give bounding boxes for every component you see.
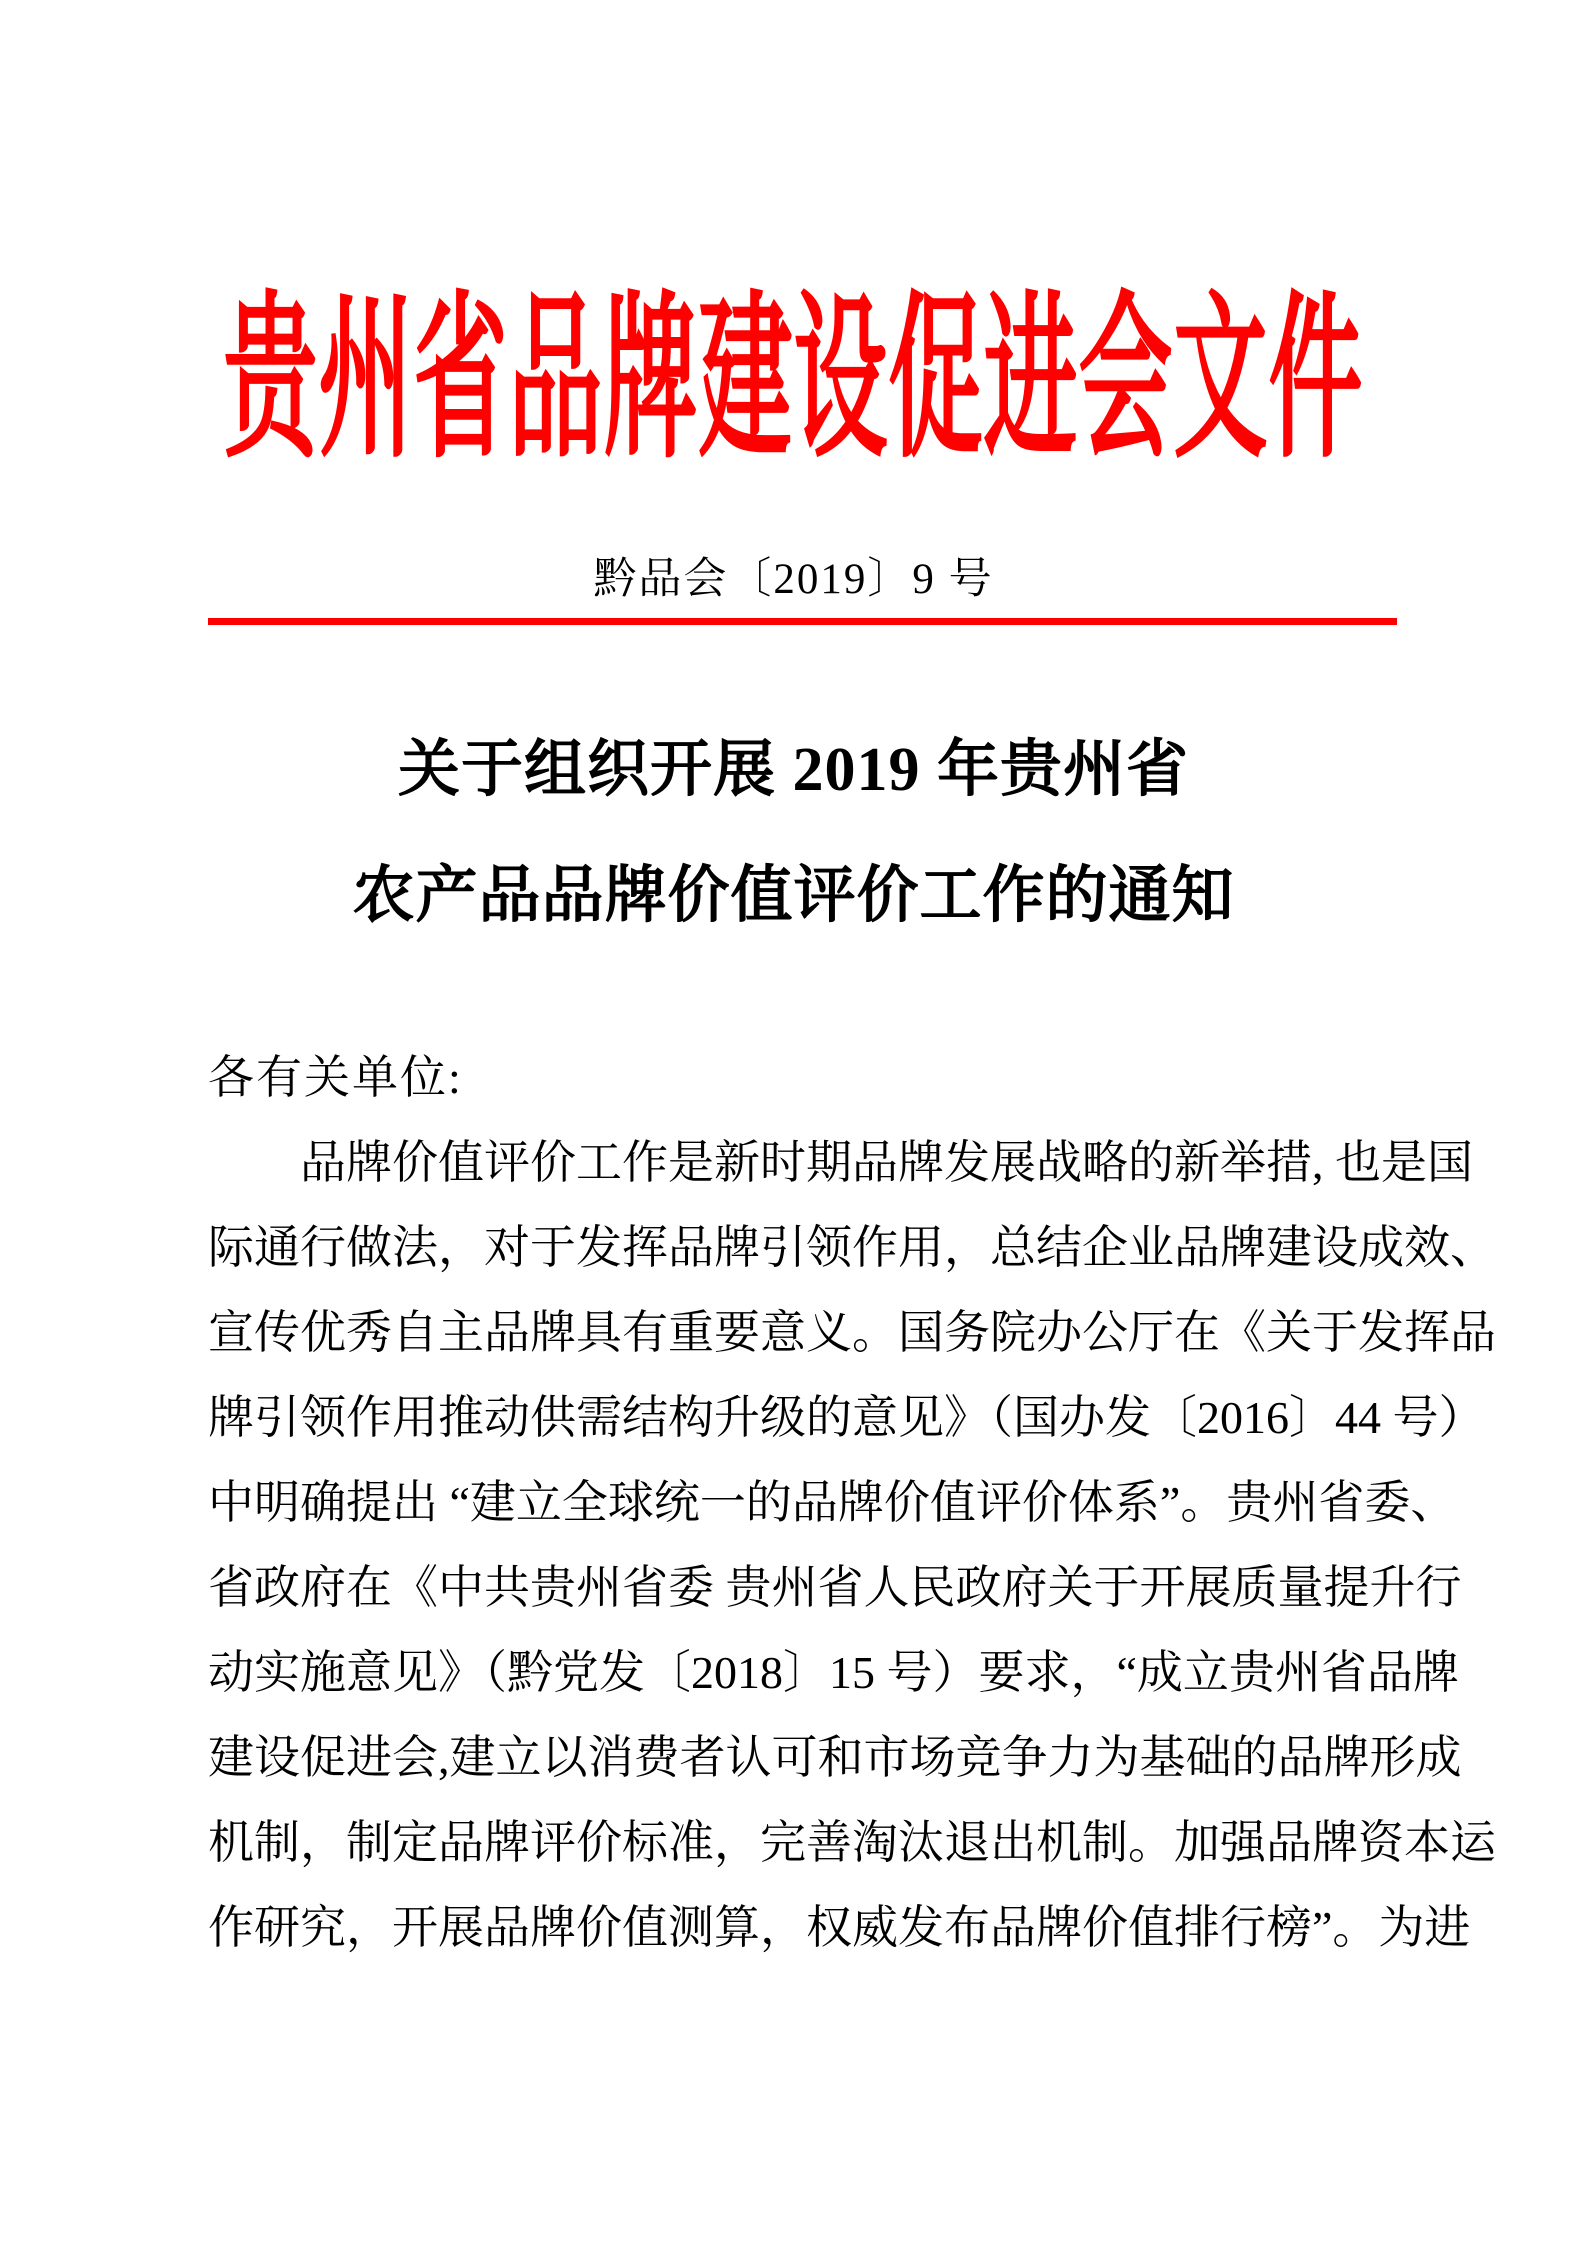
salutation: 各有关单位: [208,1052,463,1103]
body-text-line: 作研究，开展品牌价值测算，权威发布品牌价值排行榜”。为进 [208,1902,1471,1953]
document-title [0,707,1587,959]
document-title-line2: 农产品品牌价值评价工作的通知 [352,862,1235,930]
body-text-line: 际通行做法，对于发挥品牌引领作用，总结企业品牌建设成效、 [208,1222,1496,1273]
red-separator-rule [208,618,1397,625]
body-text-line: 建设促进会,建立以消费者认可和市场竞争力为基础的品牌形成 [208,1732,1462,1783]
body-paragraph [208,1120,1496,1970]
body-text-line: 宣传优秀自主品牌具有重要意义。国务院办公厅在《关于发挥品 [208,1307,1496,1358]
body-text-line: 省政府在《中共贵州省委 贵州省人民政府关于开展质量提升行 [208,1562,1462,1613]
body-text-line: 牌引领作用推动供需结构升级的意见》（国办发〔2016〕44 号） [208,1392,1485,1443]
body-text-line: 品牌价值评价工作是新时期品牌发展战略的新举措, 也是国 [300,1137,1473,1188]
body-text-line: 机制，制定品牌评价标准，完善淘汰退出机制。加强品牌资本运 [208,1817,1496,1868]
document-body [208,1035,1496,1970]
body-text-line: 中明确提出 “建立全球统一的品牌价值评价体系”。贵州省委、 [208,1477,1457,1528]
document-title-line1: 关于组织开展 2019 年贵州省 [397,736,1189,804]
document-number: 黔品会〔2019〕9 号 [593,556,994,603]
letterhead-title: 贵州省品牌建设促进会文件 [223,282,1364,481]
body-text-line: 动实施意见》（黔党发〔2018〕15 号）要求，“成立贵州省品牌 [208,1647,1459,1698]
